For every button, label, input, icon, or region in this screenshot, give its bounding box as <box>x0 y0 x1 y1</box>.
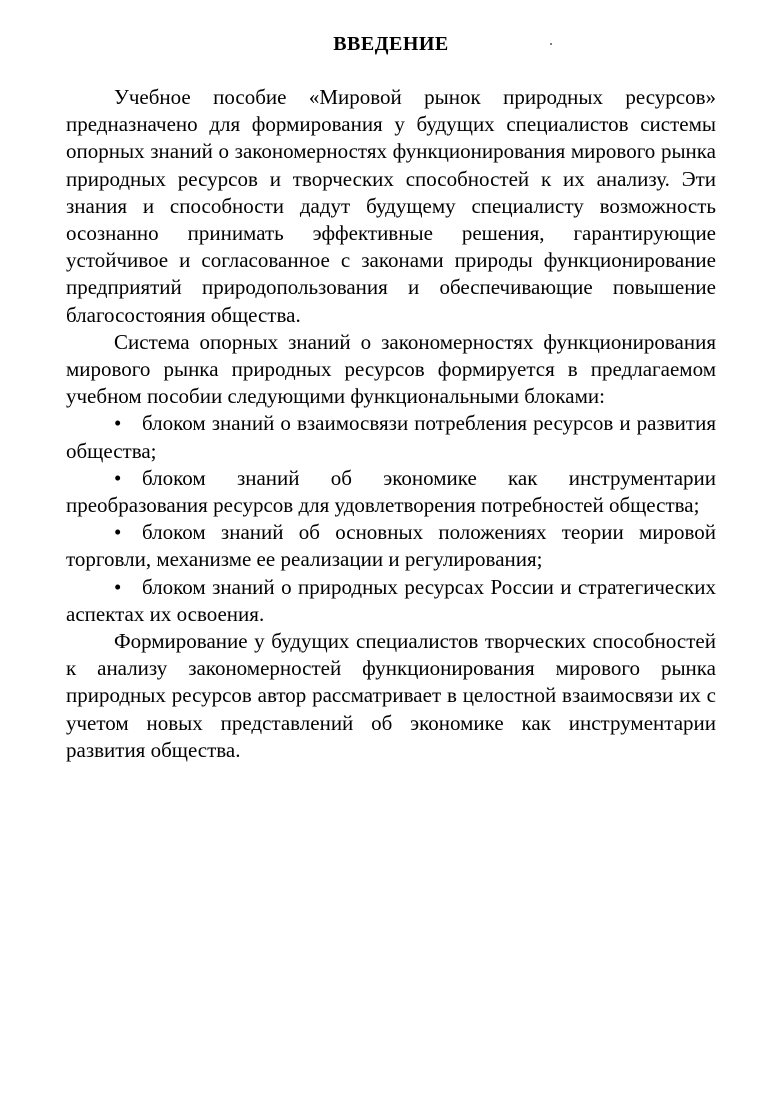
list-item <box>66 410 716 464</box>
list-item-text: блоком знаний о природных ресурсах России и стратегических аспектах их освоения. <box>66 574 716 626</box>
list-item-text: блоком знаний об основных положениях теории мировой торговли, механизме ее реализации и регулирования; <box>66 520 716 572</box>
intro-paragraph-2: Система опорных знаний о закономерностях функционирования мирового рынка природных ресурсов формируется в предлагаемом учебном пособии следующими функциональными блоками: <box>66 329 716 409</box>
bullet-icon: • <box>114 411 122 436</box>
list-item <box>66 519 716 573</box>
list-item <box>66 465 716 519</box>
intro-paragraph-1: Учебное пособие «Мировой рынок природных ресурсов» предназначено для формирования у будущих специалистов системы опорных знаний о закономерностях функционирования мирового рынка природных ресурсов и творческих способностей к их анализу. Эти знания и способности дадут будущему специалисту возможность осознанно принимать эффективные решения, гарантирующие устойчивое и согласованное с законами природы функционирование предприятий природопользования и обеспечивающие повышение благосостояния общества. <box>66 85 716 327</box>
list-item-text: блоком знаний об экономике как инструментарии преобразования ресурсов для удовлетворения потребностей общества; <box>66 465 716 518</box>
bullet-icon: • <box>114 574 122 599</box>
closing-paragraph: Формирование у будущих специалистов творческих способностей к анализу закономерностей функционирования мирового рынка природных ресурсов автор рассматривает в целостной взаимосвязи их с учетом новых представлений об экономике как инструментарии развития общества. <box>66 629 716 762</box>
bullet-icon: • <box>114 520 122 545</box>
document-page <box>66 30 716 764</box>
list-item <box>66 574 716 628</box>
blocks-list <box>66 410 716 628</box>
page-title: ВВЕДЕНИЕ <box>333 33 449 55</box>
bullet-icon: • <box>114 465 122 490</box>
list-item-text: блоком знаний о взаимосвязи потребления ресурсов и развития общества; <box>66 411 716 463</box>
